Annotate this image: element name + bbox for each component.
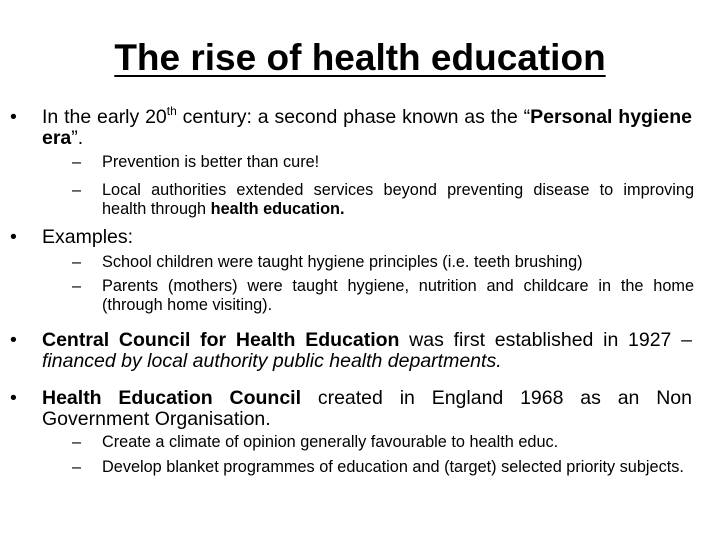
sub-bullet-develop-programmes: – Develop blanket programmes of education and (target) selected priority subjects. <box>72 458 684 476</box>
bullet-icon: • <box>10 226 17 248</box>
sub-bullet-create-climate: – Create a climate of opinion generally favourable to health educ. <box>72 433 559 451</box>
bullet-text: In the early 20th century: a second phase known as the “Personal hygiene era”. <box>42 104 692 149</box>
sub-bullet-parents: – Parents (mothers) were taught hygiene, nutrition and childcare in the home (through home visiting). <box>72 277 694 314</box>
dash-icon: – <box>72 181 82 199</box>
dash-icon: – <box>72 458 82 476</box>
bullet-text: Health Education Council created in England 1968 as an Non Government Organisation. <box>42 387 692 430</box>
sub-bullet-school-children: – School children were taught hygiene principles (i.e. teeth brushing) <box>72 253 583 271</box>
bullet-icon: • <box>10 387 17 409</box>
bullet-text: Central Council for Health Education was first established in 1927 – financed by local authority public health departments. <box>42 329 692 372</box>
dash-icon: – <box>72 433 82 451</box>
bullet-examples <box>10 226 692 248</box>
bullet-central-council <box>10 329 692 372</box>
dash-icon: – <box>72 153 82 171</box>
dash-icon: – <box>72 277 82 295</box>
bullet-text: Examples: <box>42 226 134 248</box>
bullet-icon: • <box>10 329 17 351</box>
slide-title: The rise of health education <box>114 37 606 78</box>
bullet-health-education-council <box>10 387 692 430</box>
bullet-personal-hygiene <box>10 104 692 149</box>
dash-icon: – <box>72 253 82 271</box>
sub-bullet-prevention: – Prevention is better than cure! <box>72 153 320 171</box>
bullet-icon: • <box>10 106 17 128</box>
sub-bullet-local-authorities: – Local authorities extended services beyond preventing disease to improving health through health education. <box>72 181 694 218</box>
